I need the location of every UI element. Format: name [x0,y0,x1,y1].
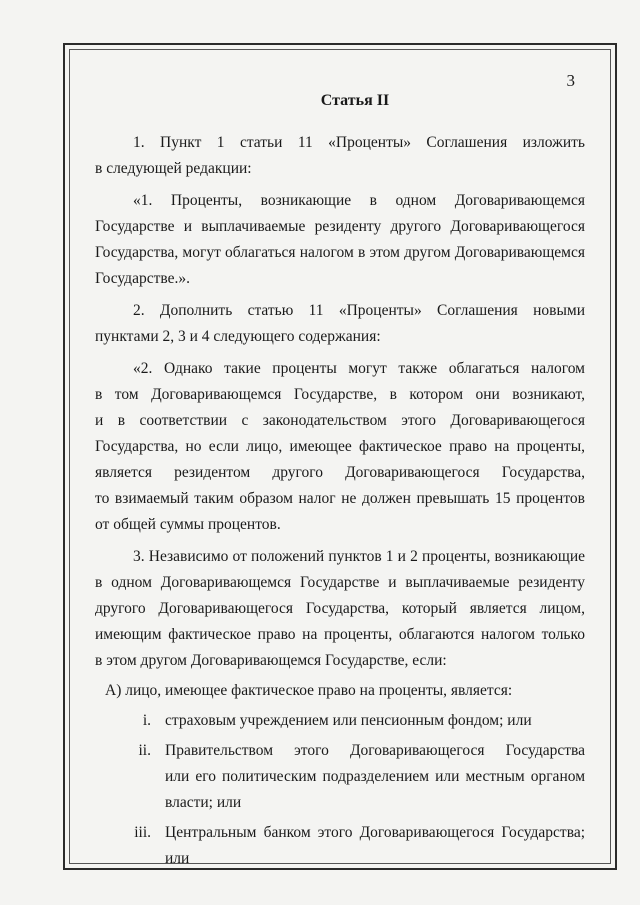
paragraph-3 [95,298,585,350]
text-line: в одном Договаривающемся Государстве и выплачиваемые резиденту [95,574,585,591]
text-line: в этом другом Договаривающемся Государстве, если: [95,652,447,669]
text-line: Государства, но если лицо, имеющее фактическое право на проценты, [95,438,585,455]
text-line: Государстве.». [95,270,190,287]
list-item-text: страховым учреждением или пенсионным фондом; или [165,712,532,729]
list-item-text: Центральным банком этого Договаривающегося Государства; [165,824,585,841]
paragraph-2 [95,188,585,292]
page-number: 3 [566,71,575,90]
text-line: пунктами 2, 3 и 4 следующего содержания: [95,328,381,345]
list-item [95,708,585,734]
list-item-number: ii. [138,742,151,759]
text-line: «1. Проценты, возникающие в одном Договаривающемся [133,192,585,209]
text-line: Государства, могут облагаться налогом в этом другом Договаривающемся [95,244,585,261]
text-line: 2. Дополнить статью 11 «Проценты» Соглашения новыми [133,302,585,319]
paragraph-5 [95,544,585,674]
text-line: в том Договаривающемся Государстве, в котором они возникают, [95,386,585,403]
text-line: 3. Независимо от положений пунктов 1 и 2 проценты, возникающие [133,548,585,565]
text-line: от общей суммы процентов. [95,516,281,533]
list-item-text: Правительством этого Договаривающегося Государства [165,742,585,759]
text-line: и в соответствии с законодательством этого Договаривающегося [95,412,585,429]
text-line: другого Договаривающегося Государства, который является лицом, [95,600,585,617]
list-item [95,820,585,872]
subclause-a: А) лицо, имеющее фактическое право на проценты, является: [105,682,513,699]
text-line: Государстве и выплачиваемые резиденту другого Договаривающегося [95,218,585,235]
list-item-text: власти; или [165,794,242,811]
paragraph-1 [95,130,585,182]
text-line: то взимаемый таким образом налог не должен превышать 15 процентов [95,490,585,507]
list-item-number: iii. [134,824,151,841]
paragraph-4 [95,356,585,538]
document-body [95,60,585,872]
list-item-text: или его политическим подразделением или местным органом [165,768,585,785]
text-line: имеющим фактическое право на проценты, облагаются налогом только [95,626,585,643]
list-item-number: i. [142,712,151,729]
text-line: в следующей редакции: [95,160,252,177]
list-item-text: или [165,850,190,867]
article-title: Статья II [320,92,390,109]
text-line: 1. Пункт 1 статьи 11 «Проценты» Соглашения изложить [133,134,585,151]
text-line: «2. Однако такие проценты могут также облагаться налогом [133,360,585,377]
list-item [95,738,585,816]
text-line: является резидентом другого Договаривающегося Государства, [95,464,585,481]
